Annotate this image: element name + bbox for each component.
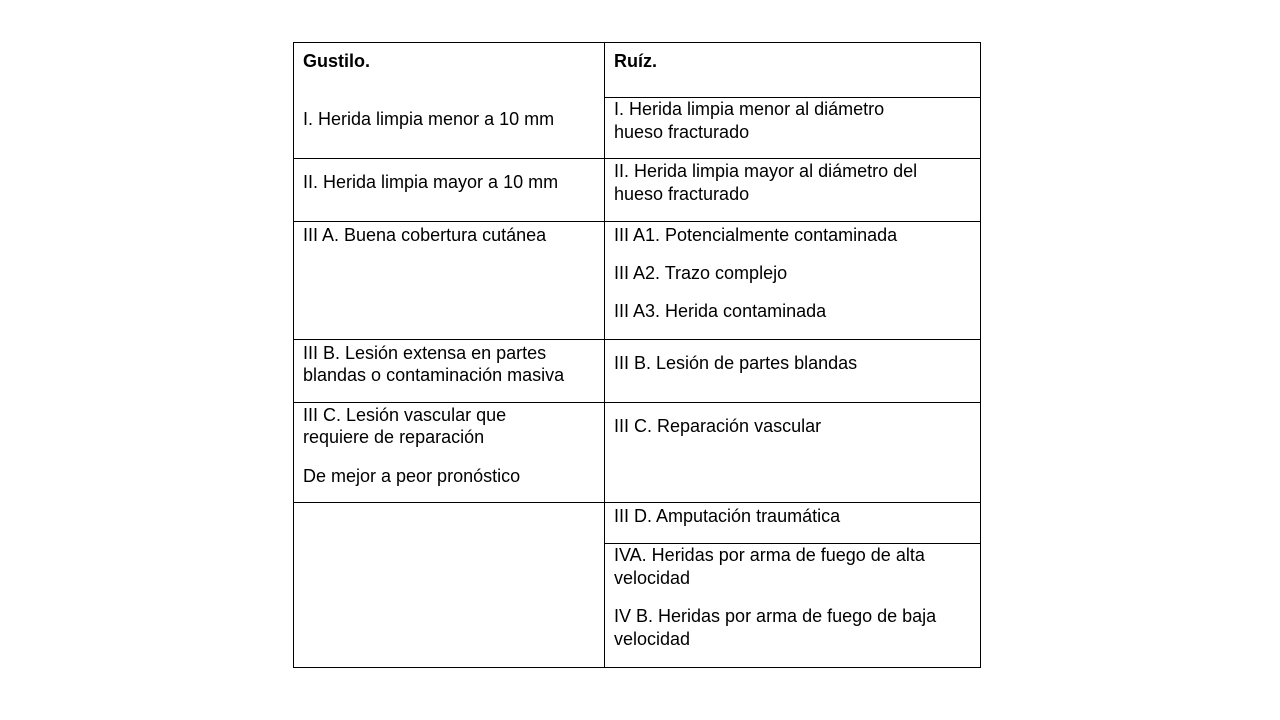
gustilo-grade-iiib-line2: blandas o contaminación masiva: [303, 365, 565, 385]
gustilo-grade-ii: II. Herida limpia mayor a 10 mm: [303, 172, 559, 192]
ruiz-grade-iiib: III B. Lesión de partes blandas: [614, 353, 858, 373]
ruiz-grade-iva-line2: velocidad: [614, 568, 691, 588]
ruiz-grade-ivb-line2: velocidad: [614, 629, 691, 649]
ruiz-grade-i-line1: I. Herida limpia menor al diámetro: [614, 99, 885, 119]
ruiz-grade-iiia2: III A2. Trazo complejo: [614, 263, 788, 283]
gustilo-grade-iiia: III A. Buena cobertura cutánea: [303, 225, 547, 245]
header-gustilo: Gustilo.: [303, 51, 370, 71]
prognosis-note: De mejor a peor pronóstico: [303, 466, 521, 486]
row-divider-3: [293, 339, 981, 340]
row-divider-1: [293, 158, 981, 159]
ruiz-grade-iiia3: III A3. Herida contaminada: [614, 301, 827, 321]
ruiz-grade-ivb-line1: IV B. Heridas por arma de fuego de baja: [614, 606, 937, 626]
ruiz-grade-iiid: III D. Amputación traumática: [614, 506, 841, 526]
row-divider-4: [293, 402, 981, 403]
gustilo-grade-iiic-line1: III C. Lesión vascular que: [303, 405, 507, 425]
gustilo-grade-iiib-line1: III B. Lesión extensa en partes: [303, 343, 547, 363]
ruiz-grade-i-line2: hueso fracturado: [614, 122, 750, 142]
row-divider-5: [293, 502, 981, 503]
header-ruiz: Ruíz.: [614, 51, 657, 71]
gustilo-grade-i: I. Herida limpia menor a 10 mm: [303, 109, 555, 129]
column-divider: [604, 42, 605, 668]
ruiz-grade-ii-line2: hueso fracturado: [614, 184, 750, 204]
gustilo-grade-iiic-line2: requiere de reparación: [303, 427, 485, 447]
ruiz-grade-ii-line1: II. Herida limpia mayor al diámetro del: [614, 161, 918, 181]
ruiz-grade-iiic: III C. Reparación vascular: [614, 416, 822, 436]
row-divider-2: [293, 221, 981, 222]
ruiz-grade-iiia1: III A1. Potencialmente contaminada: [614, 225, 898, 245]
ruiz-grade-iva-line1: IVA. Heridas por arma de fuego de alta: [614, 545, 925, 565]
